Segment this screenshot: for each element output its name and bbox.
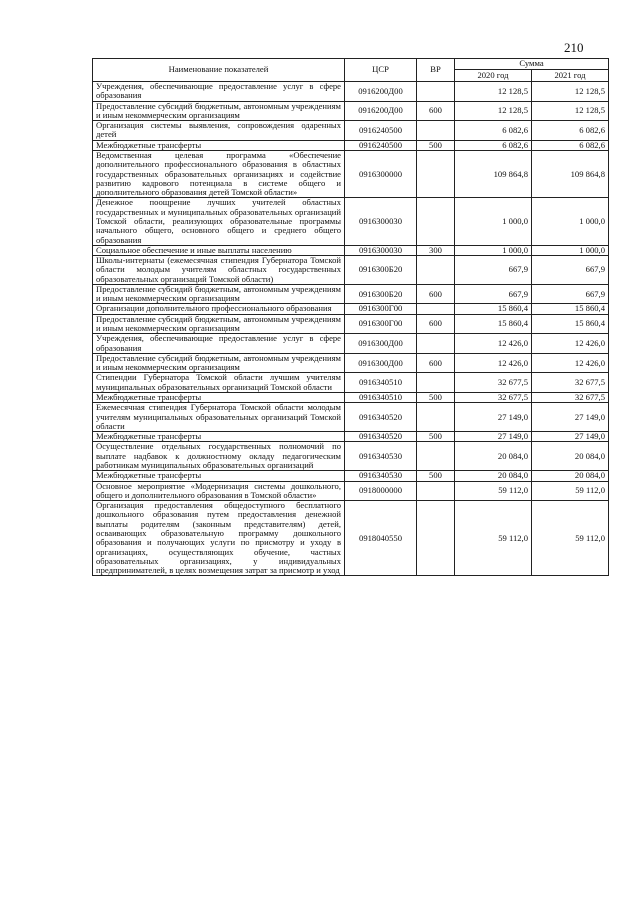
row-name: Предоставление субсидий бюджетным, автономным учреждениям и иным некоммерческим организациям [93,284,345,304]
row-value-2021: 667,9 [532,256,609,285]
row-name: Денежное поощрение лучших учителей областных государственных и муниципальных образовательных организаций Томской области, реализующих образовательные программы начального общего, основного общего и среднего общего образования [93,198,345,245]
row-csr: 0916300Б20 [345,256,417,285]
header-vr: ВР [417,59,455,82]
row-vr: 600 [417,314,455,334]
row-value-2021: 6 082,6 [532,121,609,141]
row-vr [417,442,455,471]
row-vr [417,373,455,393]
table-row [93,501,609,576]
row-value-2020: 12 426,0 [455,353,532,373]
table-row [93,284,609,304]
row-name: Стипендии Губернатора Томской области лучшим учителям муниципальных образовательных организаций Томской области [93,373,345,393]
row-vr: 500 [417,471,455,481]
row-csr: 0916300Б20 [345,284,417,304]
table-row [93,442,609,471]
row-value-2020: 1 000,0 [455,198,532,245]
table-row [93,150,609,197]
row-vr: 300 [417,245,455,255]
row-name: Учреждения, обеспечивающие предоставление услуг в сфере образования [93,82,345,102]
table-row [93,334,609,354]
row-value-2020: 12 128,5 [455,101,532,121]
row-value-2021: 27 149,0 [532,432,609,442]
table-row [93,140,609,150]
row-value-2021: 6 082,6 [532,140,609,150]
row-csr: 0916340520 [345,403,417,432]
row-name: Учреждения, обеспечивающие предоставление услуг в сфере образования [93,334,345,354]
row-value-2020: 32 677,5 [455,373,532,393]
row-csr: 0916340510 [345,393,417,403]
row-vr [417,334,455,354]
table-row [93,82,609,102]
header-2020: 2020 год [455,70,532,82]
row-value-2021: 667,9 [532,284,609,304]
row-value-2020: 20 084,0 [455,471,532,481]
row-csr: 0918040550 [345,501,417,576]
row-csr: 0916340510 [345,373,417,393]
row-name: Социальное обеспечение и иные выплаты населению [93,245,345,255]
row-csr: 0916300Г00 [345,314,417,334]
table-row [93,393,609,403]
table-row [93,353,609,373]
header-csr: ЦСР [345,59,417,82]
row-name: Предоставление субсидий бюджетным, автономным учреждениям и иным некоммерческим организациям [93,353,345,373]
row-value-2021: 32 677,5 [532,393,609,403]
row-value-2020: 1 000,0 [455,245,532,255]
row-name: Школы-интернаты (ежемесячная стипендия Губернатора Томской области молодым учителям областных государственных образовательных организаций Томской области) [93,256,345,285]
row-value-2021: 1 000,0 [532,245,609,255]
row-value-2020: 59 112,0 [455,481,532,501]
table-row [93,256,609,285]
row-value-2021: 20 084,0 [532,442,609,471]
row-value-2021: 109 864,8 [532,150,609,197]
row-value-2020: 15 860,4 [455,304,532,314]
row-vr [417,82,455,102]
row-value-2021: 1 000,0 [532,198,609,245]
row-vr: 500 [417,140,455,150]
table-body [93,82,609,576]
row-value-2020: 27 149,0 [455,403,532,432]
row-name: Предоставление субсидий бюджетным, автономным учреждениям и иным некоммерческим организациям [93,101,345,121]
header-sum: Сумма [455,59,609,70]
row-vr: 500 [417,393,455,403]
row-value-2021: 15 860,4 [532,304,609,314]
row-value-2021: 15 860,4 [532,314,609,334]
row-value-2020: 20 084,0 [455,442,532,471]
row-name: Организация предоставления общедоступного бесплатного дошкольного образования путем предоставления денежной выплаты родителям (законным представителям) детей, осваивающих образовательную программу дошкольного образования и получающих услуги по присмотру и уходу в организациях, осуществляющих обучение, частных образовательных организациях, у индивидуальных предпринимателей, в целях возмещения затрат за присмотр и уход [93,501,345,576]
row-value-2020: 27 149,0 [455,432,532,442]
row-vr [417,198,455,245]
row-vr: 600 [417,284,455,304]
row-name: Организации дополнительного профессионального образования [93,304,345,314]
row-csr: 0916200Д00 [345,101,417,121]
budget-table [92,58,609,576]
row-csr: 0916240500 [345,140,417,150]
row-csr: 0916200Д00 [345,82,417,102]
row-name: Организация системы выявления, сопровождения одаренных детей [93,121,345,141]
row-csr: 0916300000 [345,150,417,197]
page-number: 210 [564,40,584,55]
row-value-2021: 12 128,5 [532,82,609,102]
row-name: Межбюджетные трансферты [93,432,345,442]
row-vr: 600 [417,353,455,373]
row-csr: 0916340530 [345,442,417,471]
header-2021: 2021 год [532,70,609,82]
row-csr: 0916300030 [345,245,417,255]
row-csr: 0918000000 [345,481,417,501]
row-vr [417,150,455,197]
row-csr: 0916340530 [345,471,417,481]
table-row [93,314,609,334]
row-csr: 0916240500 [345,121,417,141]
header-name: Наименование показателей [93,59,345,82]
row-csr: 0916340520 [345,432,417,442]
row-name: Основное мероприятие «Модернизация системы дошкольного, общего и дополнительного образования в Томской области» [93,481,345,501]
row-value-2021: 59 112,0 [532,481,609,501]
table-row [93,471,609,481]
table-row [93,304,609,314]
row-name: Ежемесячная стипендия Губернатора Томской области молодым учителям муниципальных образовательных организаций Томской области [93,403,345,432]
row-vr [417,403,455,432]
row-vr [417,481,455,501]
table-row [93,432,609,442]
row-vr [417,121,455,141]
row-name: Межбюджетные трансферты [93,140,345,150]
row-csr: 0916300Д00 [345,334,417,354]
row-value-2021: 12 426,0 [532,334,609,354]
row-value-2020: 667,9 [455,256,532,285]
row-name: Предоставление субсидий бюджетным, автономным учреждениям и иным некоммерческим организациям [93,314,345,334]
row-value-2020: 667,9 [455,284,532,304]
row-csr: 0916300030 [345,198,417,245]
row-vr [417,304,455,314]
row-value-2020: 12 128,5 [455,82,532,102]
table-row [93,245,609,255]
row-vr: 500 [417,432,455,442]
table-row [93,373,609,393]
row-value-2020: 6 082,6 [455,140,532,150]
row-vr [417,501,455,576]
row-value-2020: 32 677,5 [455,393,532,403]
table-row [93,403,609,432]
row-value-2020: 109 864,8 [455,150,532,197]
row-name: Осуществление отдельных государственных полномочий по выплате надбавок к должностному окладу педагогическим работникам муниципальных образовательных организаций [93,442,345,471]
table-row [93,198,609,245]
row-value-2020: 6 082,6 [455,121,532,141]
row-value-2021: 27 149,0 [532,403,609,432]
row-value-2020: 59 112,0 [455,501,532,576]
row-value-2021: 32 677,5 [532,373,609,393]
row-name: Ведомственная целевая программа «Обеспечение дополнительного профессионального образования в областных государственных образовательных организациях и содействие развитию кадрового потенциала в системе общего и дополнительного образования детей Томской области» [93,150,345,197]
row-value-2021: 12 128,5 [532,101,609,121]
row-csr: 0916300Г00 [345,304,417,314]
table-row [93,121,609,141]
row-value-2020: 15 860,4 [455,314,532,334]
row-value-2021: 12 426,0 [532,353,609,373]
row-name: Межбюджетные трансферты [93,471,345,481]
table-row [93,481,609,501]
row-vr [417,256,455,285]
row-csr: 0916300Д00 [345,353,417,373]
row-value-2021: 59 112,0 [532,501,609,576]
row-value-2021: 20 084,0 [532,471,609,481]
row-value-2020: 12 426,0 [455,334,532,354]
table-row [93,101,609,121]
row-name: Межбюджетные трансферты [93,393,345,403]
row-vr: 600 [417,101,455,121]
